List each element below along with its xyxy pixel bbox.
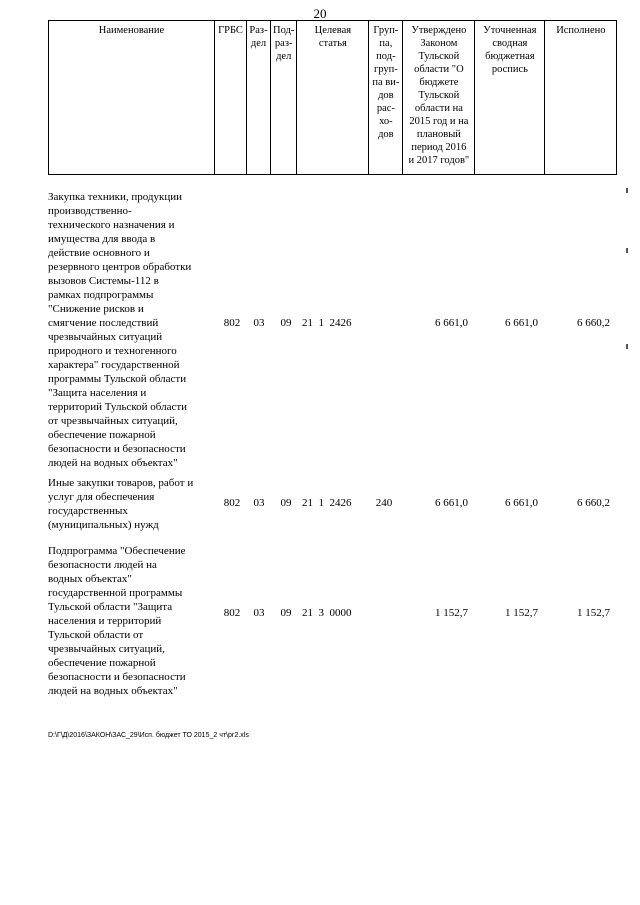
- row-vid-raskhodov: 240: [375, 497, 393, 509]
- row-ispolneno: 6 660,2: [577, 317, 610, 329]
- row-grbs: 802: [223, 607, 241, 619]
- row-tselevaya-statya: 21 1 2426: [302, 317, 352, 329]
- file-path-footer: D:\Г\Д\2016\ЗАКОН\ЗАС_29\Исп. бюджет ТО 2015_2 чт\рг2.xls: [48, 732, 249, 739]
- row-name: Подпрограмма "Обеспечение безопасности людей на водных объектах" государственной программы Тульской области "Защита населения и территорий Тульской области от чрезвычайных ситуаций, обеспечение пожарной безопасности и безопасности людей на водных объектах": [48, 545, 186, 697]
- table-row: [48, 544, 614, 704]
- row-utverzhdeno: 6 661,0: [435, 317, 468, 329]
- header-utochnennaya: Уточненная сводная бюджетная роспись: [475, 21, 545, 175]
- row-razdel: 03: [253, 317, 265, 329]
- row-razdel: 03: [253, 607, 265, 619]
- header-tselevaya-statya: Целевая статья: [297, 21, 369, 175]
- row-podrazdel: 09: [280, 607, 292, 619]
- row-name: Иные закупки товаров, работ и услуг для обеспечения государственных (муниципальных) нужд: [48, 477, 194, 531]
- row-grbs: 802: [223, 317, 241, 329]
- row-podrazdel: 09: [280, 497, 292, 509]
- row-utochnennaya: 6 661,0: [505, 497, 538, 509]
- header-gruppa: Груп- па, под- груп- па ви- дов рас- хо- дов: [369, 21, 403, 175]
- row-tselevaya-statya: 21 3 0000: [302, 607, 352, 619]
- header-grbs: ГРБС: [215, 21, 247, 175]
- header-name: Наименование: [49, 21, 215, 175]
- row-grbs: 802: [223, 497, 241, 509]
- row-utochnennaya: 1 152,7: [505, 607, 538, 619]
- row-podrazdel: 09: [280, 317, 292, 329]
- table-row: [48, 476, 614, 536]
- row-razdel: 03: [253, 497, 265, 509]
- header-podrazdel: Под- раз- дел: [271, 21, 297, 175]
- scan-artifact: [626, 188, 628, 193]
- table-row: [48, 190, 614, 470]
- header-ispolneno: Исполнено: [545, 21, 617, 175]
- row-utochnennaya: 6 661,0: [505, 317, 538, 329]
- row-name: Закупка техники, продукции производственно- технического назначения и имущества для ввода в действие основного и резервного центров обработки вызовов Системы-112 в рамках подпрограммы "Снижение рисков и смягчение последствий чрезвычайных ситуаций природного и техногенного характера" государственной программы Тульской области "Защита населения и территорий Тульской области от чрезвычайных ситуаций, обеспечение пожарной безопасности и безопасности людей на водных объектах": [48, 191, 192, 469]
- row-utverzhdeno: 6 661,0: [435, 497, 468, 509]
- scan-artifact: [626, 344, 628, 349]
- row-utverzhdeno: 1 152,7: [435, 607, 468, 619]
- budget-table-header: [48, 20, 617, 175]
- scan-artifact: [626, 248, 628, 253]
- header-utverzhdeno: Утверждено Законом Тульской области "О бюджете Тульской области на 2015 год и на плановый период 2016 и 2017 годов": [403, 21, 475, 175]
- row-ispolneno: 6 660,2: [577, 497, 610, 509]
- row-ispolneno: 1 152,7: [577, 607, 610, 619]
- page-number: 20: [313, 6, 327, 21]
- header-razdel: Раз- дел: [247, 21, 271, 175]
- row-tselevaya-statya: 21 1 2426: [302, 497, 352, 509]
